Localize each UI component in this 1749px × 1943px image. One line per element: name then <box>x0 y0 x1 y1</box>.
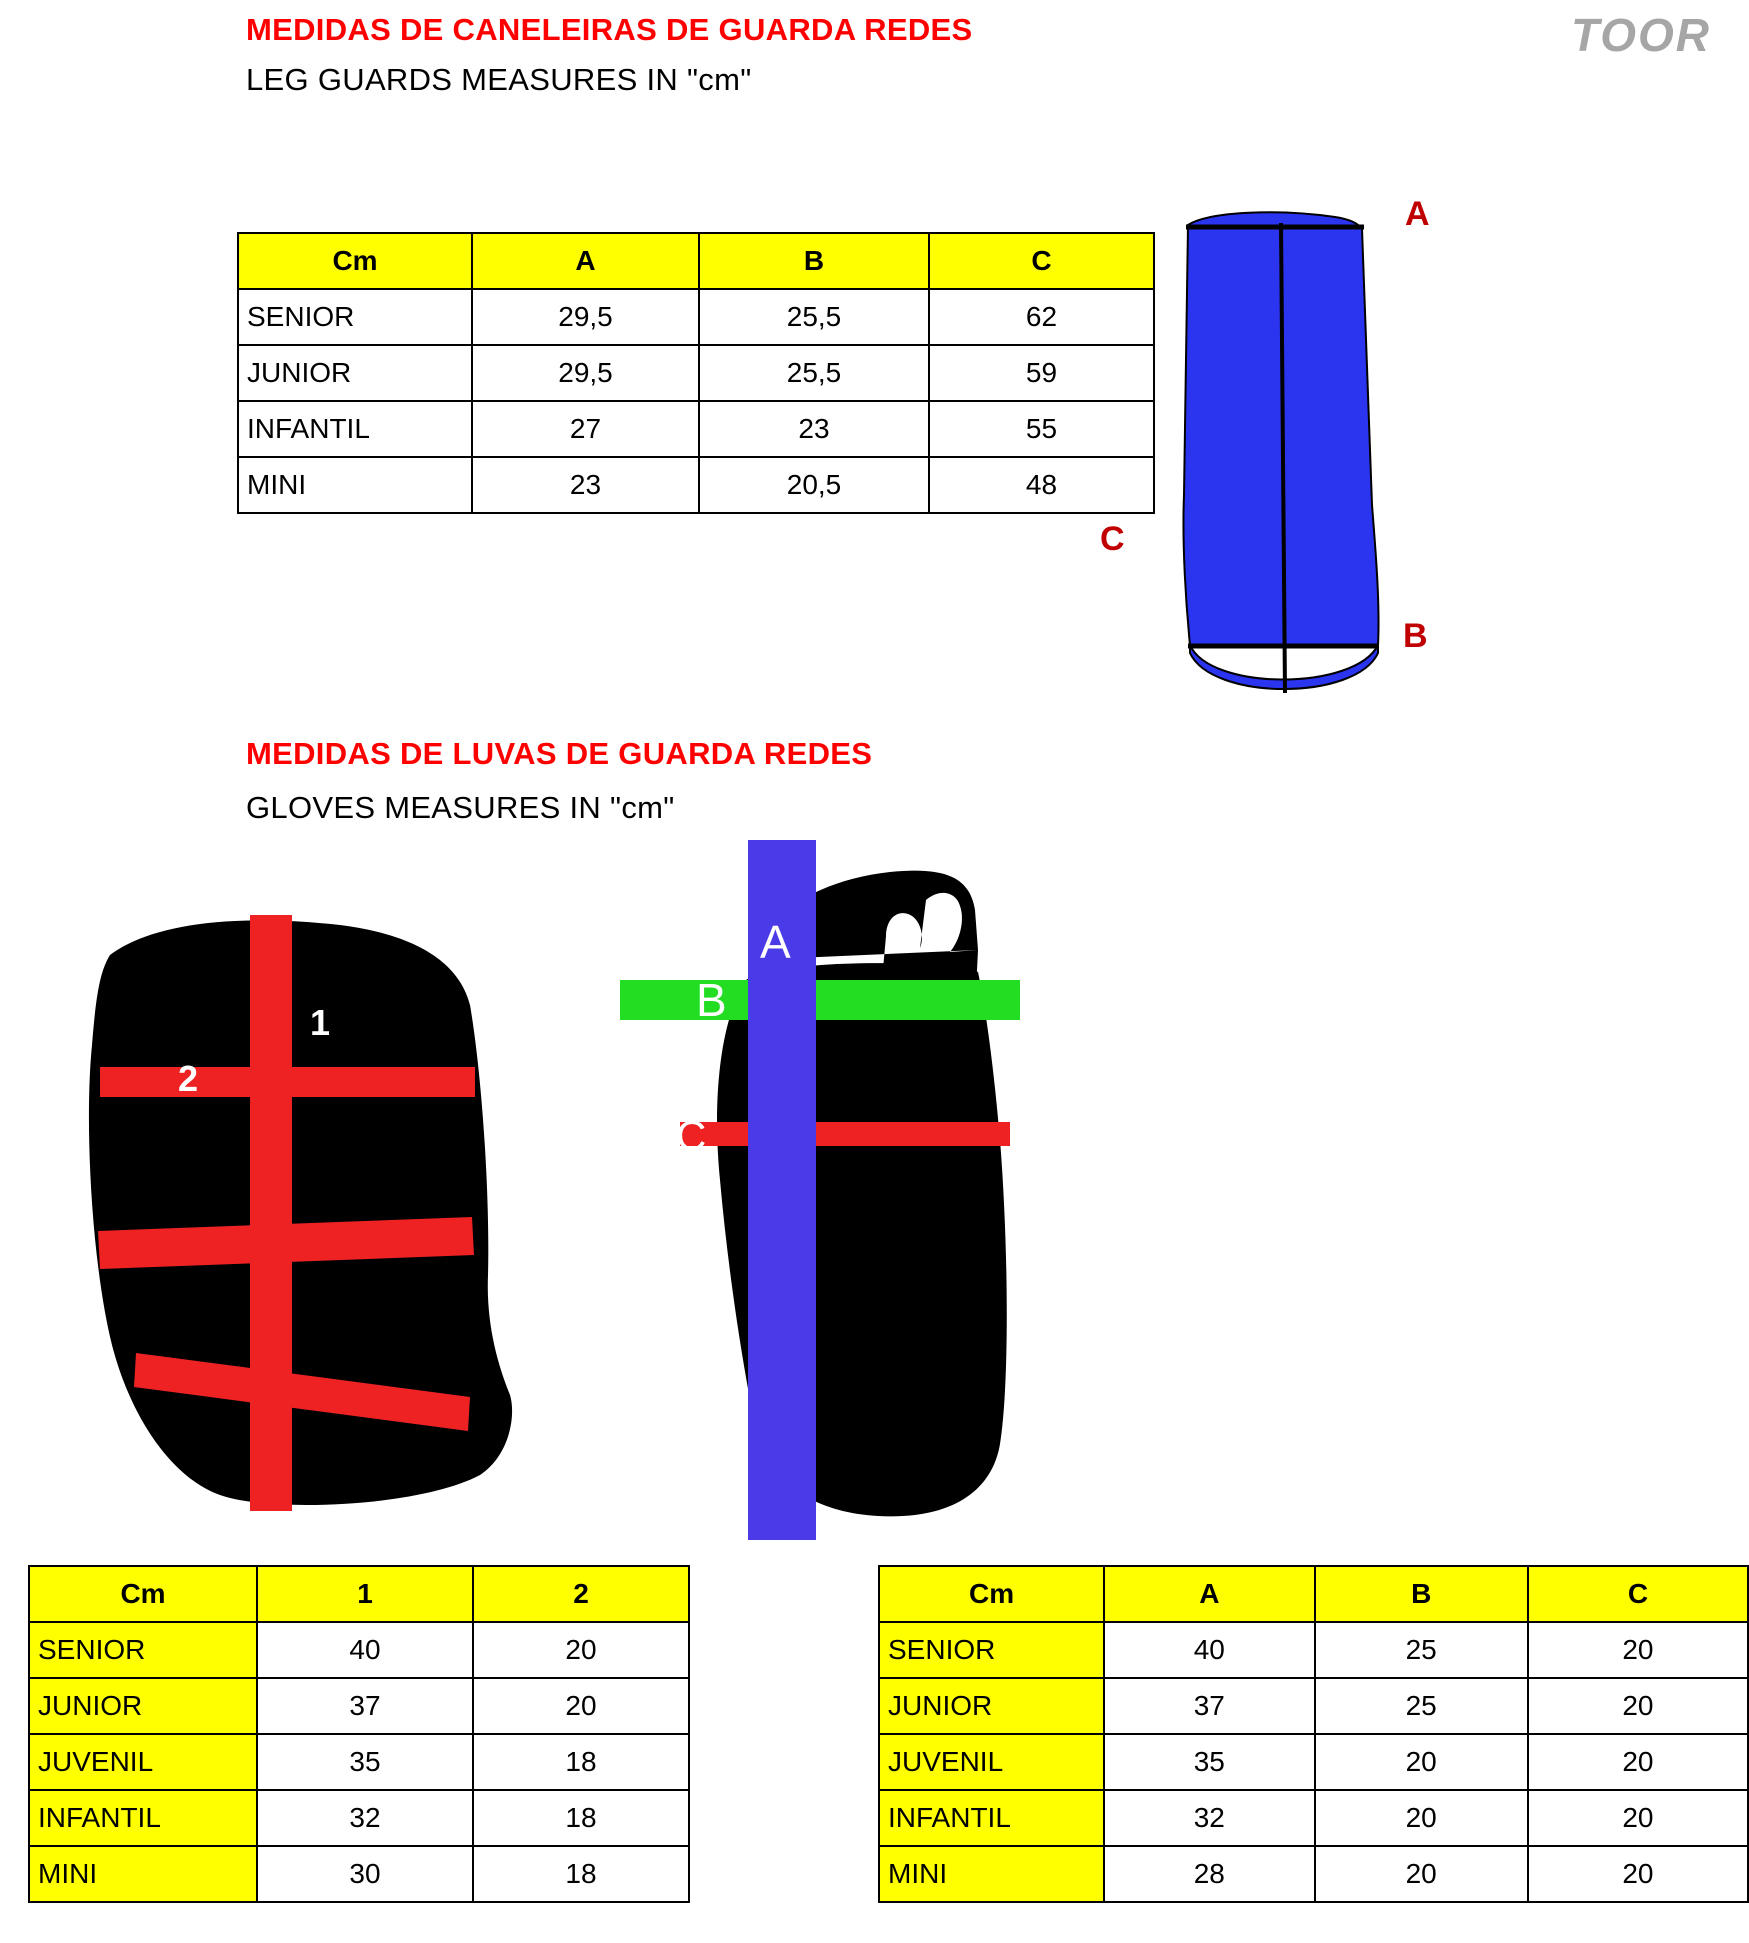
svg-text:A: A <box>760 916 791 968</box>
glove-palm-diagram <box>620 840 1060 1545</box>
row-label: JUNIOR <box>29 1678 257 1734</box>
cell-b: 23 <box>699 401 929 457</box>
leg-guard-label-b: B <box>1403 617 1428 655</box>
gloves-title-en: GLOVES MEASURES IN "cm" <box>246 790 675 825</box>
cell-1: 35 <box>257 1734 473 1790</box>
row-label: SENIOR <box>879 1622 1104 1678</box>
cell-a: 37 <box>1104 1678 1314 1734</box>
leg-guards-table <box>237 232 1155 514</box>
table-row <box>879 1846 1748 1902</box>
row-label: MINI <box>879 1846 1104 1902</box>
cell-2: 20 <box>473 1622 689 1678</box>
cell-c: 20 <box>1528 1678 1748 1734</box>
table-row <box>238 457 1154 513</box>
cell-a: 29,5 <box>472 289 699 345</box>
col-header-cm: Cm <box>29 1566 257 1622</box>
table-row <box>29 1846 689 1902</box>
col-header-b: B <box>699 233 929 289</box>
cell-a: 28 <box>1104 1846 1314 1902</box>
svg-text:C: C <box>676 1112 707 1159</box>
leg-guard-label-c: C <box>1100 520 1125 558</box>
cell-a: 32 <box>1104 1790 1314 1846</box>
cell-b: 20 <box>1315 1846 1528 1902</box>
table-row <box>238 401 1154 457</box>
row-label: SENIOR <box>238 289 472 345</box>
cell-c: 62 <box>929 289 1154 345</box>
cell-2: 18 <box>473 1846 689 1902</box>
cell-c: 55 <box>929 401 1154 457</box>
row-label: SENIOR <box>29 1622 257 1678</box>
table-row <box>29 1622 689 1678</box>
cell-b: 25,5 <box>699 289 929 345</box>
cell-a: 29,5 <box>472 345 699 401</box>
table-row <box>879 1622 1748 1678</box>
cell-b: 20 <box>1315 1790 1528 1846</box>
svg-text:B: B <box>696 974 727 1026</box>
row-label: JUVENIL <box>879 1734 1104 1790</box>
table-header-row <box>29 1566 689 1622</box>
cell-c: 59 <box>929 345 1154 401</box>
cell-b: 25,5 <box>699 345 929 401</box>
gloves-table-a-b-c <box>878 1565 1749 1903</box>
col-header-b: B <box>1315 1566 1528 1622</box>
cell-2: 20 <box>473 1678 689 1734</box>
cell-b: 25 <box>1315 1678 1528 1734</box>
row-label: MINI <box>29 1846 257 1902</box>
cell-1: 32 <box>257 1790 473 1846</box>
col-header-cm: Cm <box>879 1566 1104 1622</box>
cell-b: 25 <box>1315 1622 1528 1678</box>
cell-1: 30 <box>257 1846 473 1902</box>
table-header-row <box>238 233 1154 289</box>
cell-a: 35 <box>1104 1734 1314 1790</box>
svg-text:2: 2 <box>178 1058 199 1099</box>
cell-2: 18 <box>473 1734 689 1790</box>
table-row <box>238 289 1154 345</box>
col-header-1: 1 <box>257 1566 473 1622</box>
glove-back-diagram <box>40 895 560 1520</box>
cell-c: 20 <box>1528 1790 1748 1846</box>
leg-guards-title-en: LEG GUARDS MEASURES IN "cm" <box>246 62 752 97</box>
table-row <box>29 1734 689 1790</box>
leg-guard-label-a: A <box>1405 195 1430 233</box>
row-label: JUVENIL <box>29 1734 257 1790</box>
cell-1: 37 <box>257 1678 473 1734</box>
col-header-a: A <box>472 233 699 289</box>
cell-c: 48 <box>929 457 1154 513</box>
table-header-row <box>879 1566 1748 1622</box>
table-row <box>879 1790 1748 1846</box>
row-label: JUNIOR <box>238 345 472 401</box>
row-label: MINI <box>238 457 472 513</box>
cell-a: 40 <box>1104 1622 1314 1678</box>
col-header-cm: Cm <box>238 233 472 289</box>
cell-1: 40 <box>257 1622 473 1678</box>
row-label: JUNIOR <box>879 1678 1104 1734</box>
row-label: INFANTIL <box>238 401 472 457</box>
brand-logo: TOOR <box>1570 9 1711 61</box>
table-row <box>29 1790 689 1846</box>
cell-a: 27 <box>472 401 699 457</box>
cell-c: 20 <box>1528 1734 1748 1790</box>
col-header-a: A <box>1104 1566 1314 1622</box>
cell-c: 20 <box>1528 1846 1748 1902</box>
gloves-table-1-2 <box>28 1565 690 1903</box>
table-row <box>879 1734 1748 1790</box>
cell-b: 20,5 <box>699 457 929 513</box>
cell-a: 23 <box>472 457 699 513</box>
cell-2: 18 <box>473 1790 689 1846</box>
col-header-c: C <box>1528 1566 1748 1622</box>
cell-c: 20 <box>1528 1622 1748 1678</box>
gloves-title-pt: MEDIDAS DE LUVAS DE GUARDA REDES <box>246 736 873 771</box>
leg-guard-diagram <box>1100 195 1470 720</box>
table-row <box>879 1678 1748 1734</box>
row-label: INFANTIL <box>879 1790 1104 1846</box>
cell-b: 20 <box>1315 1734 1528 1790</box>
svg-text:1: 1 <box>310 1002 331 1043</box>
col-header-2: 2 <box>473 1566 689 1622</box>
table-row <box>29 1678 689 1734</box>
leg-guards-title-pt: MEDIDAS DE CANELEIRAS DE GUARDA REDES <box>246 12 973 47</box>
col-header-c: C <box>929 233 1154 289</box>
row-label: INFANTIL <box>29 1790 257 1846</box>
table-row <box>238 345 1154 401</box>
